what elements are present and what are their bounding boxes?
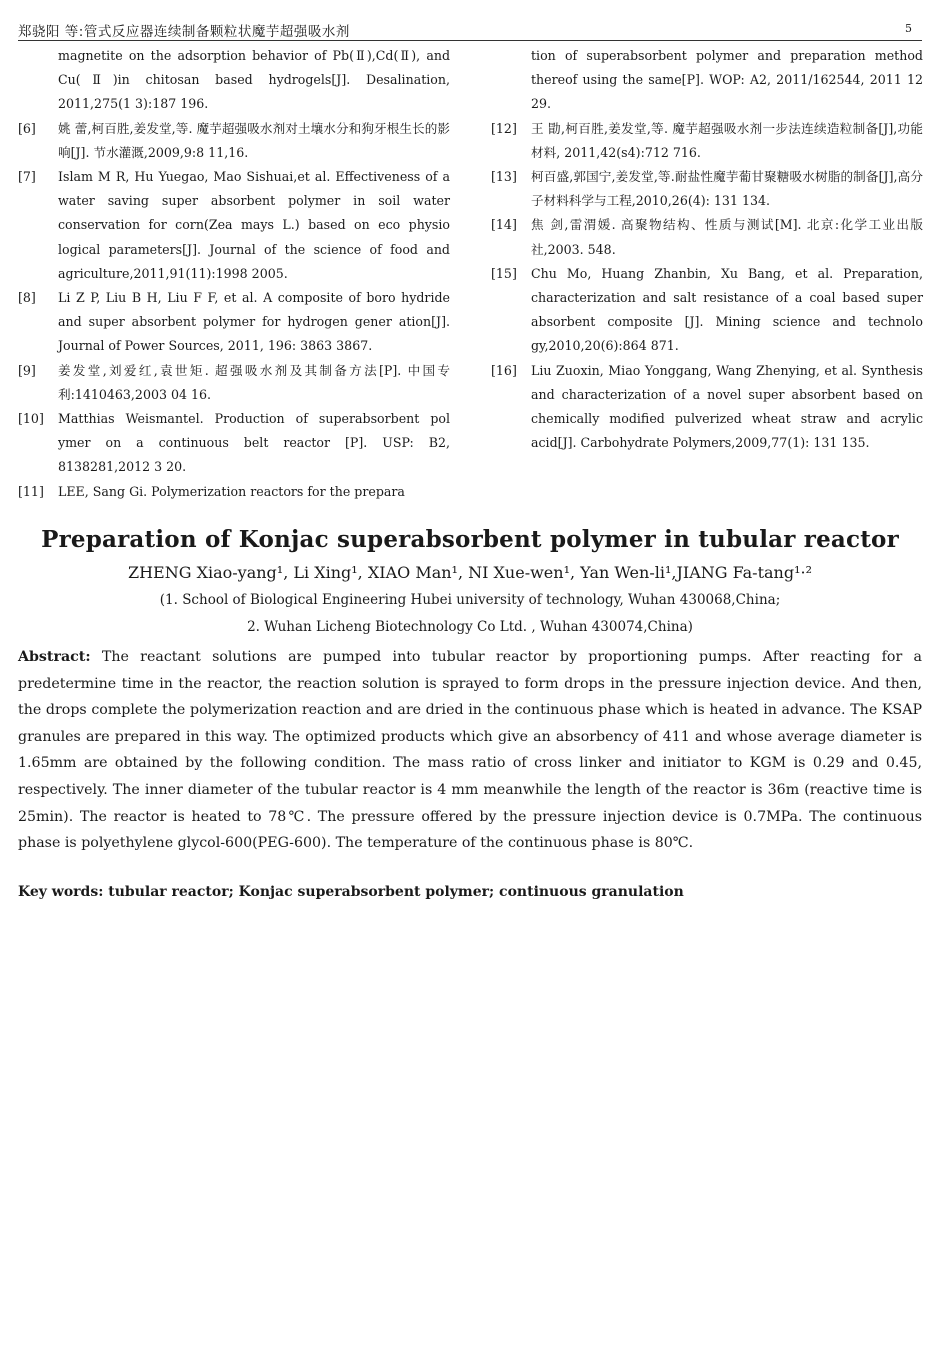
reference-text: 姜发堂,刘爱红,袁世矩. 超强吸水剂及其制备方法[P]. 中国专利:1410463,2003 04 16.	[58, 362, 450, 402]
reference-item	[491, 213, 923, 261]
reference-text: Chu Mo, Huang Zhanbin, Xu Bang, et al. Preparation, characterization and salt resistance of a coal based super absorbent composite [J]. Mining science and technolo gy,2010,20(6):864 871.	[531, 265, 923, 354]
reference-text: magnetite on the adsorption behavior of Pb(Ⅱ),Cd(Ⅱ), and Cu(Ⅱ)in chitosan based hydrogels[J]. Desalination, 2011,275(1 3):187 196.	[58, 48, 450, 112]
affiliation-2: 2. Wuhan Licheng Biotechnology Co Ltd. , Wuhan 430074,China)	[247, 619, 693, 635]
reference-number: [16]	[491, 362, 517, 378]
reference-item	[18, 359, 450, 407]
reference-text: LEE, Sang Gi. Polymerization reactors for the prepara	[58, 483, 405, 499]
reference-item	[18, 117, 450, 165]
reference-number: [7]	[18, 169, 36, 185]
abstract	[18, 644, 922, 857]
reference-item	[18, 44, 450, 117]
references-right-column	[491, 44, 923, 455]
reference-text: Li Z P, Liu B H, Liu F F, et al. A composite of boro hydride and super absorbent polymer for hydrogen gener ation[J]. Journal of Power Sources, 2011, 196: 3863 3867.	[58, 290, 450, 354]
reference-item	[18, 286, 450, 359]
reference-text: Liu Zuoxin, Miao Yonggang, Wang Zhenying, et al. Synthesis and characterization of a novel super absorbent based on chemically modified pulverized wheat straw and acrylic acid[J]. Carbohydrate Polymers,2009,77(1): 131 135.	[531, 362, 923, 451]
reference-text: Islam M R, Hu Yuegao, Mao Sishuai,et al. Effectiveness of a water saving super absorbent polymer in soil water conservation for corn(Zea mays L.) based on eco physio logical parameters[J]. Journal of the science of food and agriculture,2011,91(11):1998 2005.	[58, 169, 450, 281]
keywords-text: tubular reactor; Konjac superabsorbent polymer; continuous granulation	[103, 884, 684, 900]
reference-text: tion of superabsorbent polymer and preparation method thereof using the same[P]. WOP: A2, 2011/162544, 2011 12 29.	[531, 48, 923, 112]
page-number: 5	[905, 22, 912, 35]
reference-item	[18, 165, 450, 286]
reference-text: 焦 剑,雷渭媛. 高聚物结构、性质与测试[M]. 北京:化学工业出版社,2003. 548.	[531, 217, 923, 257]
abstract-label: Abstract:	[18, 649, 91, 665]
reference-item	[491, 44, 923, 117]
reference-number: [12]	[491, 120, 517, 136]
abstract-text: The reactant solutions are pumped into tubular reactor by proportioning pumps. After reacting for a predetermine time in the reactor, the reaction solution is sprayed to form drops in the pressure injection device. And then, the drops complete the polymerization reaction and are dried in the continuous phase which is heated in advance. The KSAP granules are prepared in this way. The optimized products which give an absorbency of 411 and whose average diameter is 1.65mm are obtained by the following condition. The mass ratio of cross linker and initiator to KGM is 0.29 and 0.45, respectively. The inner diameter of the tubular reactor is 4 mm meanwhile the length of the reactor is 36m (reactive time is 25min). The reactor is heated to 78℃. The pressure offered by the pressure injection device is 0.7MPa. The continuous phase is polyethylene glycol-600(PEG-600). The temperature of the continuous phase is 80℃.	[18, 649, 922, 852]
reference-item	[491, 165, 923, 213]
reference-item	[18, 480, 450, 504]
reference-number: [14]	[491, 217, 517, 233]
running-header-title: 郑骁阳 等:管式反应器连续制备颗粒状魔芋超强吸水剂	[18, 24, 350, 40]
reference-text: Matthias Weismantel. Production of superabsorbent pol ymer on a continuous belt reactor [P]. USP: B2, 8138281,2012 3 20.	[58, 411, 450, 475]
reference-number: [9]	[18, 362, 36, 378]
reference-text: 柯百盛,郭国宁,姜发堂,等.耐盐性魔芋葡甘聚糖吸水树脂的制备[J],高分子材料科学与工程,2010,26(4): 131 134.	[531, 169, 923, 209]
affiliation-1: (1. School of Biological Engineering Hubei university of technology, Wuhan 430068,China;	[159, 592, 781, 608]
reference-text: 姚 蕾,柯百胜,姜发堂,等. 魔芋超强吸水剂对土壤水分和狗牙根生长的影响[J]. 节水灌溉,2009,9:8 11,16.	[58, 120, 450, 160]
reference-item	[491, 359, 923, 456]
references-left-column	[18, 44, 450, 504]
keywords	[18, 884, 922, 900]
keywords-label: Key words:	[18, 884, 104, 900]
reference-item	[491, 117, 923, 165]
running-header	[18, 18, 922, 41]
author-list: ZHENG Xiao-yang¹, Li Xing¹, XIAO Man¹, NI Xue-wen¹, Yan Wen-li¹,JIANG Fa-tang¹·²	[127, 563, 813, 582]
english-paper-title: Preparation of Konjac superabsorbent polymer in tubular reactor	[41, 526, 899, 553]
reference-number: [15]	[491, 265, 517, 281]
reference-number: [13]	[491, 169, 517, 185]
reference-item	[18, 407, 450, 480]
reference-number: [8]	[18, 290, 36, 306]
reference-number: [6]	[18, 120, 36, 136]
reference-number: [11]	[18, 483, 44, 499]
reference-number: [10]	[18, 411, 44, 427]
reference-text: 王 勖,柯百胜,姜发堂,等. 魔芋超强吸水剂一步法连续造粒制备[J],功能材料, 2011,42(s4):712 716.	[531, 120, 923, 160]
reference-item	[491, 262, 923, 359]
